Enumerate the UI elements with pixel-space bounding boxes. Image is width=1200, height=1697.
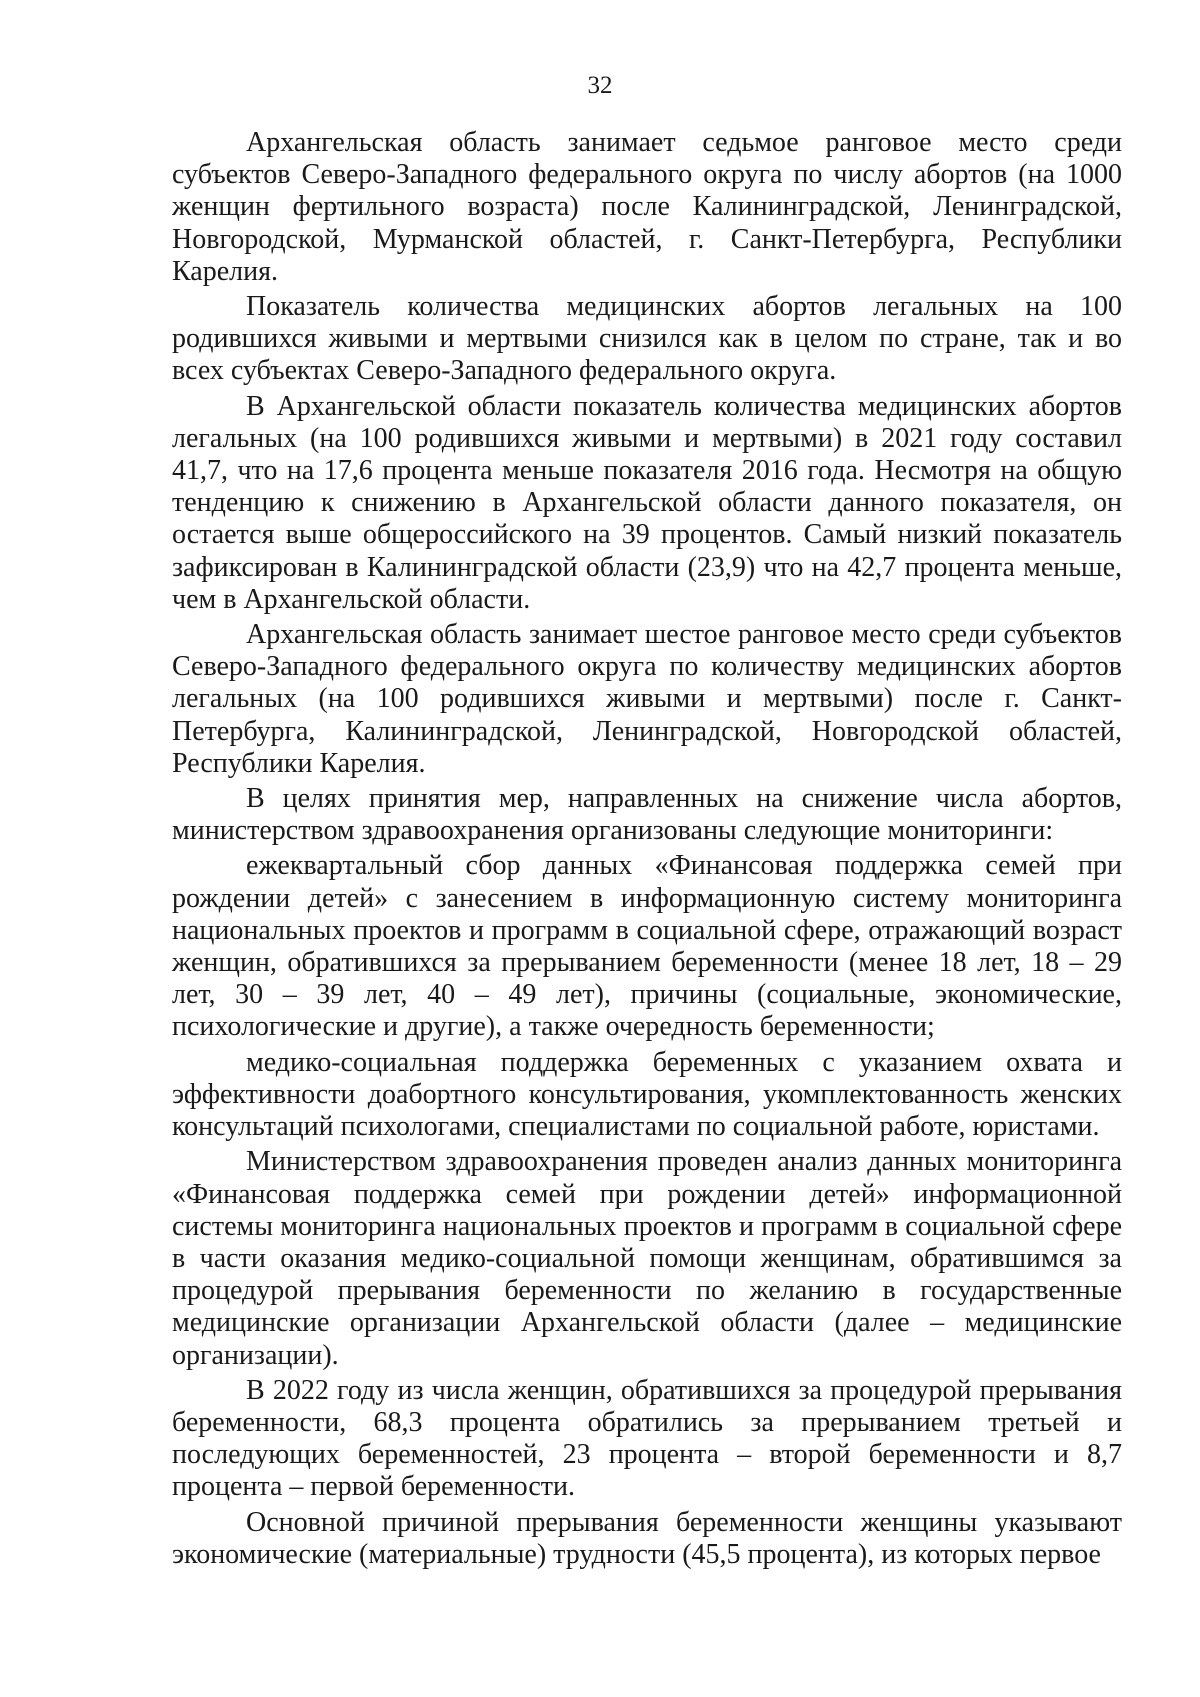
paragraph: ежеквартальный сбор данных «Финансовая поддержка семей при рождении детей» с занесением в информационную систему мониторинга национальных проектов и программ в социальной сфере, отражающий возраст женщин, обратившихся за прерыванием беременности (менее 18 лет, 18 – 29 лет, 30 – 39 лет, 40 – 49 лет), причины (социальные, экономические, психологические и другие), а также очередность беременности; bbox=[172, 850, 1122, 1043]
paragraph: В целях принятия мер, направленных на снижение числа абортов, министерством здравоохранения организованы следующие мониторинги: bbox=[172, 783, 1122, 847]
paragraph: медико-социальная поддержка беременных с указанием охвата и эффективности доабортного консультирования, укомплектованность женских консультаций психологами, специалистами по социальной работе, юристами. bbox=[172, 1046, 1122, 1143]
paragraph: Основной причиной прерывания беременности женщины указывают экономические (материальные) трудности (45,5 процента), из которых первое bbox=[172, 1506, 1122, 1570]
paragraph: Архангельская область занимает седьмое ранговое место среди субъектов Северо-Западного федерального округа по числу абортов (на 1000 женщин фертильного возраста) после Калининградской, Ленинградской, Новгородской, Мурманской областей, г. Санкт-Петербурга, Республики Карелия. bbox=[172, 127, 1122, 287]
paragraph: В 2022 году из числа женщин, обратившихся за процедурой прерывания беременности, 68,3 процента обратились за прерыванием третьей и последующих беременностей, 23 процента – второй беременности и 8,7 процента – первой беременности. bbox=[172, 1374, 1122, 1503]
paragraph: Архангельская область занимает шестое ранговое место среди субъектов Северо-Западного федерального округа по количеству медицинских абортов легальных (на 100 родившихся живыми и мертвыми) после г. Санкт-Петербурга, Калининградской, Ленинградской, Новгородской областей, Республики Карелия. bbox=[172, 619, 1122, 779]
paragraph: В Архангельской области показатель количества медицинских абортов легальных (на 100 родившихся живыми и мертвыми) в 2021 году составил 41,7, что на 17,6 процента меньше показателя 2016 года. Несмотря на общую тенденцию к снижению в Архангельской области данного показателя, он остается выше общероссийского на 39 процентов. Самый низкий показатель зафиксирован в Калининградской области (23,9) что на 42,7 процента меньше, чем в Архангельской области. bbox=[172, 390, 1122, 615]
document-body bbox=[172, 127, 1122, 1571]
page-number: 32 bbox=[587, 72, 613, 99]
paragraph: Министерством здравоохранения проведен анализ данных мониторинга «Финансовая поддержка семей при рождении детей» информационной системы мониторинга национальных проектов и программ в социальной сфере в части оказания медико-социальной помощи женщинам, обратившимся за процедурой прерывания беременности по желанию в государственные медицинские организации Архангельской области (далее – медицинские организации). bbox=[172, 1146, 1122, 1371]
paragraph: Показатель количества медицинских абортов легальных на 100 родившихся живыми и мертвыми снизился как в целом по стране, так и во всех субъектах Северо-Западного федерального округа. bbox=[172, 291, 1122, 387]
